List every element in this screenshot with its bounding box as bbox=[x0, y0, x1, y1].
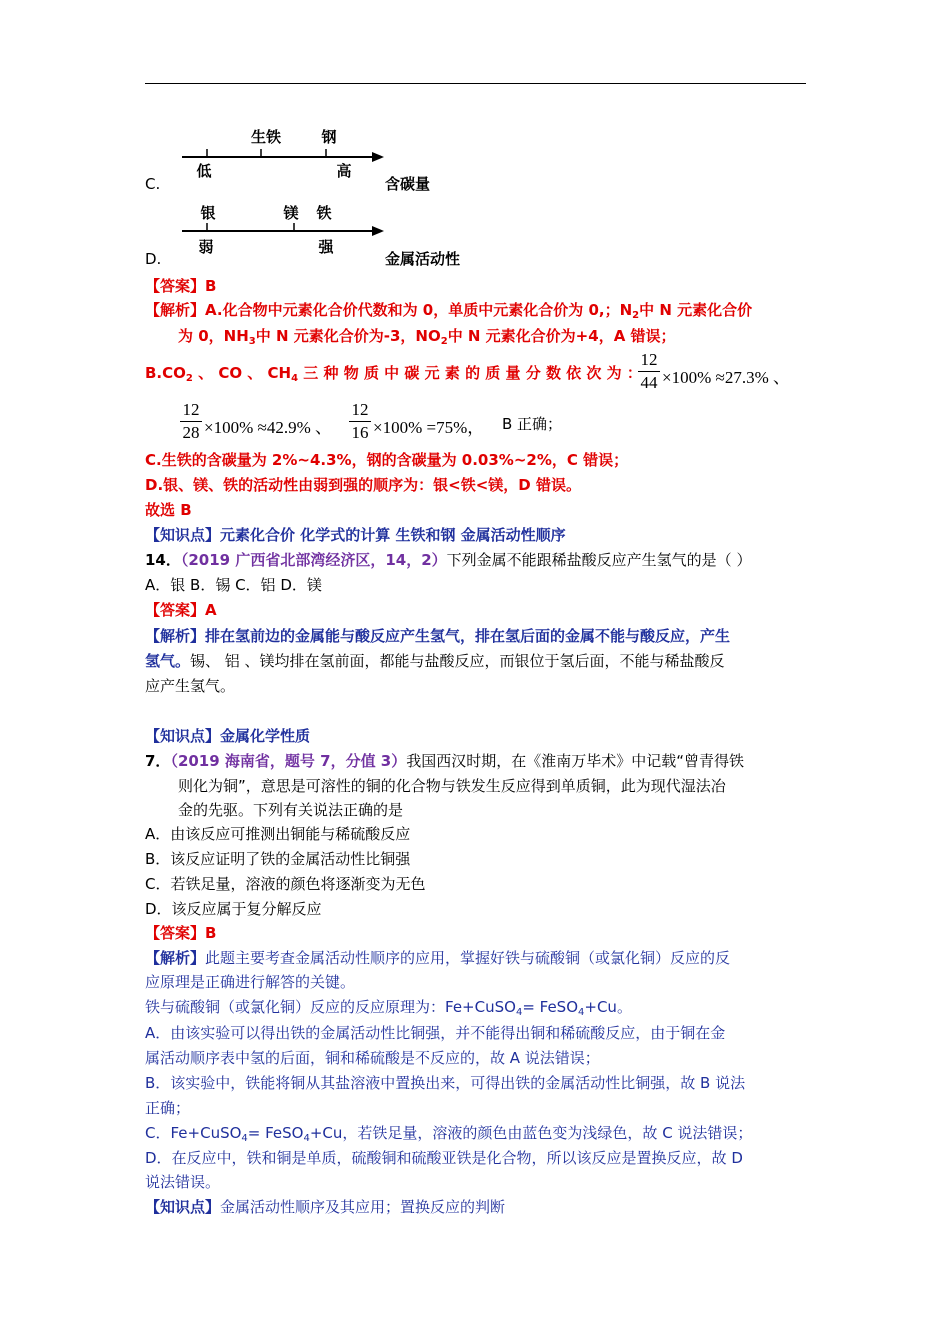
q7-explain-c: C．Fe+CuSO$_4$= FeSO$_4$+Cu，若铁足量，溶液的颜色由蓝色变为浅绿色，故 C 说法错误； bbox=[145, 1124, 753, 1144]
option-c-axis-title: 含碳量 bbox=[385, 175, 431, 193]
label-weak: 弱 bbox=[198, 238, 214, 256]
q7-explain-a1: A．由该实验可以得出铁的金属活动性比铜强，并不能得出铜和稀硫酸反应，由于铜在金 bbox=[145, 1024, 726, 1042]
q7-knowledge: 【知识点】金属活动性顺序及其应用；置换反应的判断 bbox=[145, 1198, 506, 1216]
q7-analysis-1: 【解析】此题主要考查金属活动性顺序的应用，掌握好铁与硫酸铜（或氯化铜）反应的反 bbox=[145, 949, 731, 967]
q14-analysis-1: 【解析】排在氢前边的金属能与酸反应产生氢气，排在氢后面的金属不能与酸反应，产生 bbox=[145, 627, 731, 645]
q7-option-d: D．该反应属于复分解反应 bbox=[145, 900, 322, 918]
fraction-ch4: 12 16 bbox=[349, 400, 371, 443]
q7-explain-d1: D．在反应中，铁和铜是单质，硫酸铜和硫酸亚铁是化合物，所以该反应是置换反应，故 D bbox=[145, 1149, 743, 1167]
header-rule bbox=[145, 83, 806, 84]
q7-explain-b2: 正确； bbox=[145, 1099, 191, 1117]
option-c-letter: C. bbox=[145, 175, 161, 193]
label-pig-iron: 生铁 bbox=[250, 128, 282, 146]
q14-options: A．银 B．锡 C．铝 D．镁 bbox=[145, 576, 322, 594]
q7-principle: 铁与硫酸铜（或氯化铜）反应的反应原理为：Fe+CuSO$_4$= FeSO$_4$+Cu。 bbox=[145, 998, 632, 1018]
label-high: 高 bbox=[336, 162, 352, 180]
q14-stem: 14．（2019 广西省北部湾经济区，14，2）下列金属不能跟稀盐酸反应产生氢气的是（ ） bbox=[145, 551, 752, 569]
q7-stem-1: 7．（2019 海南省，题号 7，分值 3）我国西汉时期，在《淮南万毕术》中记载“曾青得铁 bbox=[145, 752, 745, 770]
q7-analysis-2: 应原理是正确进行解答的关键。 bbox=[145, 973, 356, 991]
q13-analysis-b: $B.CO_2$ 、 CO 、 $CH_4$ 三 种 物 质 中 碳 元 素 的 质 量 分 数 依 次 为 ： bbox=[145, 364, 642, 384]
label-iron: 铁 bbox=[316, 204, 332, 222]
q7-explain-a2: 属活动顺序表中氢的后面，铜和稀硫酸是不反应的，故 A 说法错误； bbox=[145, 1049, 600, 1067]
q14-knowledge: 【知识点】金属化学性质 bbox=[145, 727, 311, 745]
label-low: 低 bbox=[196, 162, 212, 180]
q13-b-result: B 正确； bbox=[502, 415, 563, 433]
label-silver: 银 bbox=[200, 204, 216, 222]
fraction-co2: 12 44 bbox=[638, 350, 660, 393]
q7-stem-2: 则化为铜”，意思是可溶性的铜的化合物与铁发生反应得到单质铜，此为现代湿法冶 bbox=[178, 777, 726, 795]
q7-explain-b1: B．该实验中，铁能将铜从其盐溶液中置换出来，可得出铁的金属活动性比铜强，故 B 说法 bbox=[145, 1074, 746, 1092]
fraction-co-result: ×100% ≈42.9% 、 bbox=[204, 418, 332, 437]
q7-option-c: C．若铁足量，溶液的颜色将逐渐变为无色 bbox=[145, 875, 426, 893]
label-steel: 钢 bbox=[321, 128, 337, 146]
q14-analysis-3: 应产生氢气。 bbox=[145, 677, 236, 695]
q13-answer: 【答案】B bbox=[145, 277, 217, 295]
carbon-content-axis bbox=[176, 122, 388, 184]
q7-answer: 【答案】B bbox=[145, 924, 217, 942]
fraction-ch4-result: ×100% =75%， bbox=[373, 418, 485, 437]
option-d-letter: D. bbox=[145, 250, 162, 268]
label-strong: 强 bbox=[318, 238, 334, 256]
q13-choose: 故选 B bbox=[145, 501, 192, 519]
q14-answer: 【答案】A bbox=[145, 601, 217, 619]
q7-option-a: A．由该反应可推测出铜能与稀硫酸反应 bbox=[145, 825, 411, 843]
fraction-co: 12 28 bbox=[180, 400, 202, 443]
q7-explain-d2: 说法错误。 bbox=[145, 1173, 221, 1191]
q7-option-b: B．该反应证明了铁的金属活动性比铜强 bbox=[145, 850, 411, 868]
q13-analysis-d: D.银、镁、铁的活动性由弱到强的顺序为：银<铁<镁，D 错误。 bbox=[145, 476, 581, 494]
q13-knowledge: 【知识点】元素化合价 化学式的计算 生铁和钢 金属活动性顺序 bbox=[145, 526, 566, 544]
metal-activity-axis bbox=[176, 198, 388, 260]
q13-analysis-a2: 为 0，$NH_3$中 N 元素化合价为-3，$NO_2$中 N 元素化合价为+4，A 错误； bbox=[178, 327, 676, 347]
q14-analysis-2: 氢气。锡、 铝 、镁均排在氢前面，都能与盐酸反应，而银位于氢后面，不能与稀盐酸反 bbox=[145, 652, 725, 670]
q13-analysis-c: C.生铁的含碳量为 2%~4.3%，钢的含碳量为 0.03%~2%，C 错误； bbox=[145, 451, 629, 469]
fraction-co2-result: ×100% ≈27.3% 、 bbox=[662, 368, 790, 387]
label-magnesium: 镁 bbox=[283, 204, 299, 222]
q7-stem-3: 金的先驱。下列有关说法正确的是 bbox=[178, 801, 404, 819]
option-d-axis-title: 金属活动性 bbox=[385, 250, 461, 268]
q13-analysis-a1: 【解析】A.化合物中元素化合价代数和为 0，单质中元素化合价为 0,；$N_2$中 N 元素化合价 bbox=[145, 301, 753, 321]
